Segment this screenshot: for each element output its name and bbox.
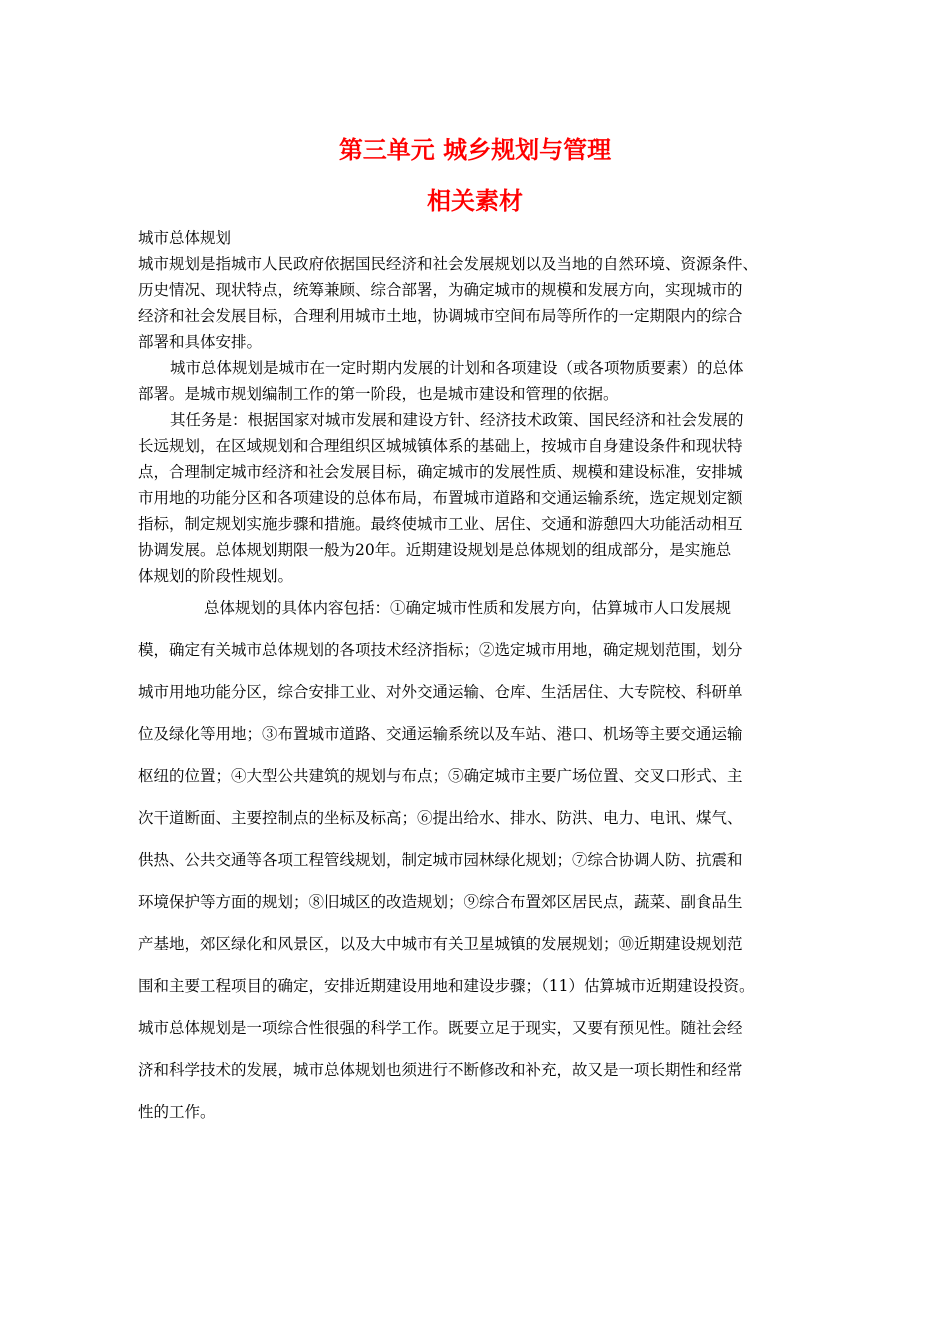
para1-line: 历史情况、现状特点，统筹兼顾、综合部署，为确定城市的规模和发展方向，实现城市的 (138, 281, 743, 299)
para4-line: 环境保护等方面的规划；⑧旧城区的改造规划；⑨综合布置郊区居民点，蔬菜、副食品生 (138, 893, 743, 911)
para3-line: 其任务是：根据国家对城市发展和建设方针、经济技术政策、国民经济和社会发展的 (170, 411, 744, 429)
para4-line: 枢纽的位置；④大型公共建筑的规划与布点；⑤确定城市主要广场位置、交叉口形式、主 (138, 767, 743, 785)
para1-line: 部署和具体安排。 (138, 333, 263, 351)
para4-line: 总体规划的具体内容包括：①确定城市性质和发展方向，估算城市人口发展规 (204, 599, 732, 617)
para4-line: 位及绿化等用地；③布置城市道路、交通运输系统以及车站、港口、机场等主要交通运输 (138, 725, 743, 743)
para1-line: 城市规划是指城市人民政府依据国民经济和社会发展规划以及当地的自然环境、资源条件、 (138, 255, 759, 273)
para1-line: 经济和社会发展目标，合理利用城市土地，协调城市空间布局等所作的一定期限内的综合 (138, 307, 743, 325)
para3-line: 长远规划，在区域规划和合理组织区城城镇体系的基础上，按城市自身建设条件和现状特 (138, 437, 743, 455)
para3-line: 协调发展。总体规划期限一般为20年。近期建设规划是总体规划的组成部分，是实施总 (138, 541, 732, 559)
para4-line: 供热、公共交通等各项工程管线规划，制定城市园林绿化规划；⑦综合协调人防、抗震和 (138, 851, 743, 869)
para4-line: 次干道断面、主要控制点的坐标及标高；⑥提出给水、排水、防洪、电力、电讯、煤气、 (138, 809, 743, 827)
para3-line: 市用地的功能分区和各项建设的总体布局，布置城市道路和交通运输系统，选定规划定额 (138, 489, 743, 507)
para3-line: 体规划的阶段性规划。 (138, 567, 294, 585)
para3-line: 点，合理制定城市经济和社会发展目标，确定城市的发展性质、规模和建设标准，安排城 (138, 463, 743, 481)
section-heading: 城市总体规划 (138, 229, 232, 247)
para4-line: 模，确定有关城市总体规划的各项技术经济指标；②选定城市用地，确定规划范围，划分 (138, 641, 743, 659)
para5-line: 性的工作。 (138, 1103, 216, 1121)
para2-line: 城市总体规划是城市在一定时期内发展的计划和各项建设（或各项物质要素）的总体 (170, 359, 744, 377)
para4-line: 产基地，郊区绿化和风景区，以及大中城市有关卫星城镇的发展规划；⑩近期建设规划范 (138, 935, 743, 953)
para4-line: 围和主要工程项目的确定，安排近期建设用地和建设步骤；（11）估算城市近期建设投资。 (138, 977, 755, 995)
para5-line: 城市总体规划是一项综合性很强的科学工作。既要立足于现实，又要有预见性。随社会经 (138, 1019, 743, 1037)
para4-line: 城市用地功能分区，综合安排工业、对外交通运输、仓库、生活居住、大专院校、科研单 (138, 683, 743, 701)
para3-line: 指标，制定规划实施步骤和措施。最终使城市工业、居住、交通和游憩四大功能活动相互 (138, 515, 743, 533)
document-title: 第三单元 城乡规划与管理 (338, 136, 612, 164)
para5-line: 济和科学技术的发展，城市总体规划也须进行不断修改和补充，故又是一项长期性和经常 (138, 1061, 743, 1079)
para2-line: 部署。是城市规划编制工作的第一阶段，也是城市建设和管理的依据。 (138, 385, 619, 403)
document-subtitle: 相关素材 (427, 187, 523, 215)
